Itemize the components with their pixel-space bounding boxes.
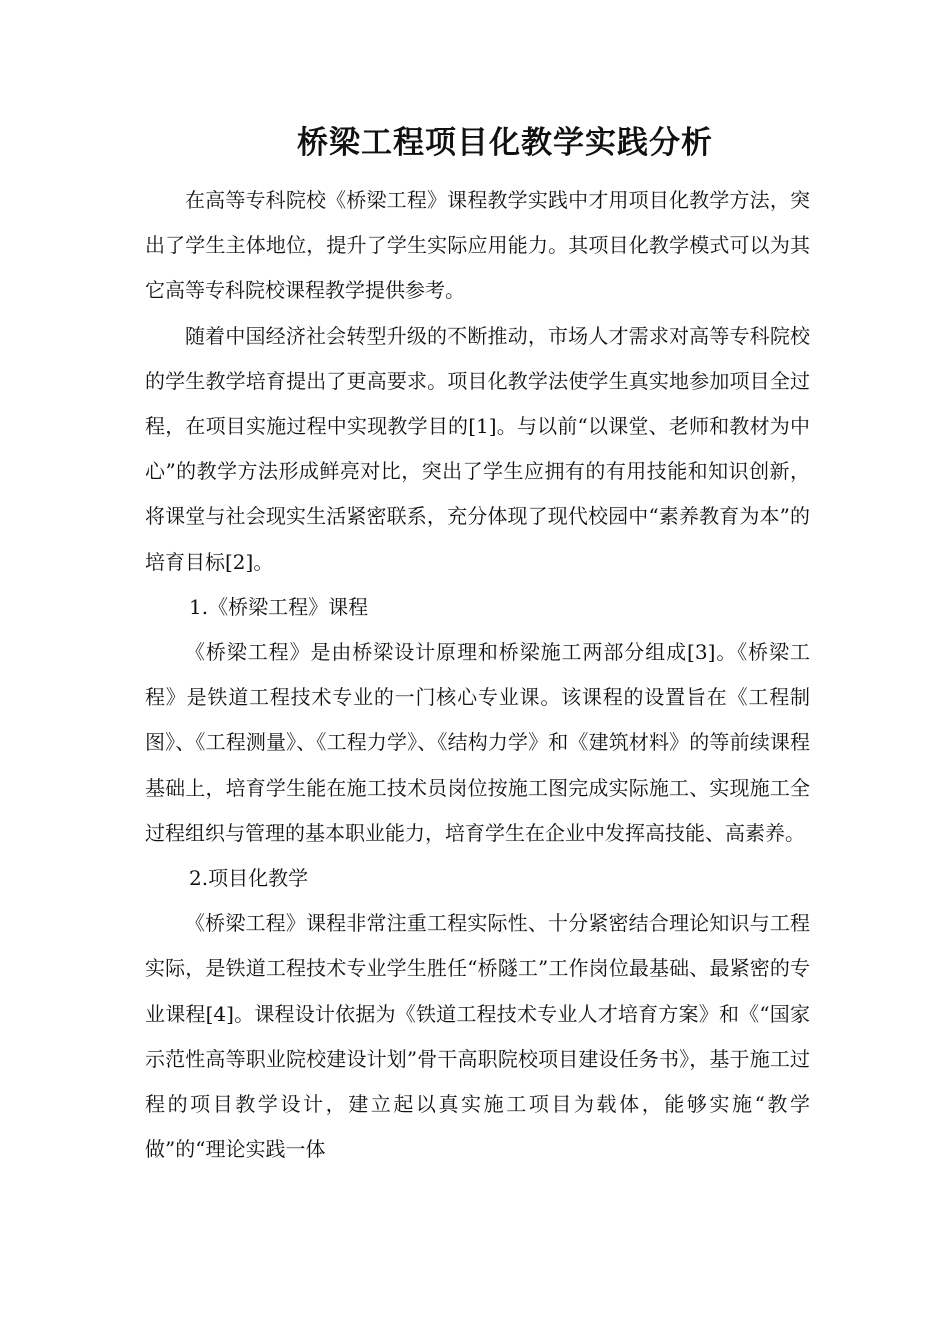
paragraph-intro: 在高等专科院校《桥梁工程》课程教学实践中才用项目化教学方法，突出了学生主体地位，提升了学生实际应用能力。其项目化教学模式可以为其它高等专科院校课程教学提供参考。 [145, 188, 810, 303]
document-body [145, 178, 810, 1172]
paragraph-course: 《桥梁工程》是由桥梁设计原理和桥梁施工两部分组成[3]。《桥梁工程》是铁道工程技术专业的一门核心专业课。该课程的设置旨在《工程制图》、《工程测量》、《工程力学》、《结构力学》和《建筑材料》的等前续课程基础上，培育学生能在施工技术员岗位按施工图完成实际施工、实现施工全过程组织与管理的基本职业能力，培育学生在企业中发挥高技能、高素养。 [145, 640, 810, 845]
paragraph-project-teaching: 《桥梁工程》课程非常注重工程实际性、十分紧密结合理论知识与工程实际，是铁道工程技术专业学生胜任“桥隧工”工作岗位最基础、最紧密的专业课程[4]。课程设计依据为《铁道工程技术专业人才培育方案》和《“国家示范性高等职业院校建设计划”骨干高职院校项目建设任务书》，基于施工过程的项目教学设计，建立起以真实施工项目为载体，能够实施“教学做”的“理论实践一体 [145, 911, 810, 1162]
section-heading-2: 2.项目化教学 [189, 866, 309, 891]
section-heading-1: 1.《桥梁工程》课程 [189, 594, 369, 619]
document-title: 桥梁工程项目化教学实践分析 [297, 125, 713, 161]
paragraph-background: 随着中国经济社会转型升级的不断推动，市场人才需求对高等专科院校的学生教学培育提出了更高要求。项目化教学法使学生真实地参加项目全过程，在项目实施过程中实现教学目的[1]。与以前“以课堂、老师和教材为中心”的教学方法形成鲜亮对比，突出了学生应拥有的有用技能和知识创新，将课堂与社会现实生活紧密联系，充分体现了现代校园中“素养教育为本”的培育目标[2]。 [145, 323, 810, 574]
